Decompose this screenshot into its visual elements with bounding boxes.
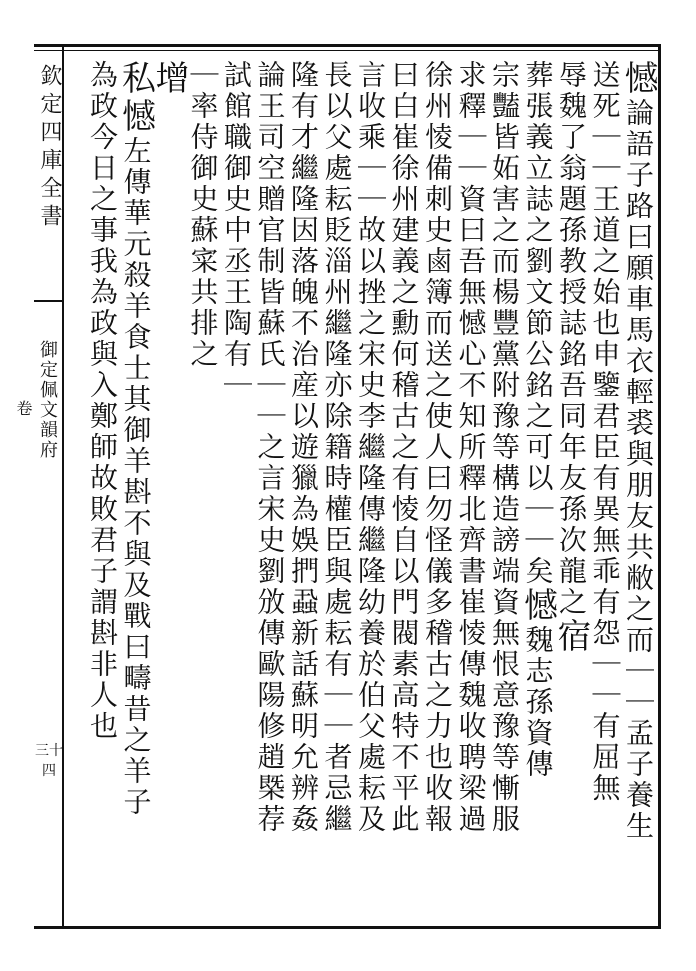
column-text: 宗豔皆妬害之而楊豐黨附豫等構造謗端資無恨意豫等慚服: [488, 60, 521, 835]
column-text: 隆有才繼隆因落魄不治産以遊獵為娛捫蝨新話蘇明允辨姦: [287, 60, 320, 835]
bottom-border: [34, 926, 660, 929]
book-title: 御定佩文韻府: [37, 340, 58, 460]
sidebar-divider: [34, 300, 62, 302]
top-border-inner: [34, 50, 660, 51]
top-border: [34, 44, 660, 47]
entry-heading: 私憾: [115, 60, 156, 136]
column-text: 為政今日之事我為政與入鄭師故敗君子謂斟非人也: [86, 60, 119, 742]
library-title: 欽定四庫全書: [37, 64, 62, 232]
column-text: 辱魏了翁題孫教授誌銘吾同年友孫次龍之: [555, 60, 588, 618]
page-number: 三十四: [35, 743, 63, 779]
entry-heading: 憾: [618, 60, 658, 98]
column-text: 長以父處耘貶淄州繼隆亦除籍時權臣與處耘有｜｜者忌繼: [320, 60, 354, 835]
column-text: 葬張義立誌之劉文節公銘之可以｜｜矣: [521, 60, 555, 587]
right-border: [658, 44, 661, 929]
column-text: 求釋｜｜資曰吾無憾心不知所釋北齊書崔㥄傳魏收聘梁過: [454, 60, 488, 835]
column-text: 曰白崔徐州建義之勳何稽古之有㥄自以門閥素高特不平此: [387, 60, 421, 835]
column-text: 左傳華元殺羊食士其御羊斟不與及戰曰疇昔之羊子: [119, 136, 153, 818]
column-text: 言收乘｜｜故以挫之宋史李繼隆傳繼隆幼養於伯父處耘及: [354, 60, 387, 835]
column-text: 論語子路曰願車馬衣輕裘與朋友共敝之而｜｜孟子養生: [622, 98, 655, 842]
entry-heading: 憾: [517, 587, 558, 625]
column-text: ｜率侍御史蘇寀共排之: [186, 60, 220, 370]
text-column: [82, 60, 122, 920]
column-text: 試館職御史中丞王陶有｜: [220, 60, 253, 401]
column-text: 送死｜｜王道之始也申鑒君臣有異無乖有怨｜｜有屈無: [588, 60, 622, 804]
column-text: 徐州㥄備刺史鹵簿而送之使人曰勿怪儀多稽古之力也收報: [421, 60, 454, 835]
entry-heading: 增: [149, 60, 189, 98]
entry-heading: 宿: [551, 618, 591, 656]
column-text: 論王司空贈官制皆蘇氏｜｜之言宋史劉攽傳歐陽修趙槩荐: [253, 60, 287, 835]
column-text: 魏志孫資傳: [521, 625, 555, 780]
volume-label: 卷: [14, 400, 33, 422]
